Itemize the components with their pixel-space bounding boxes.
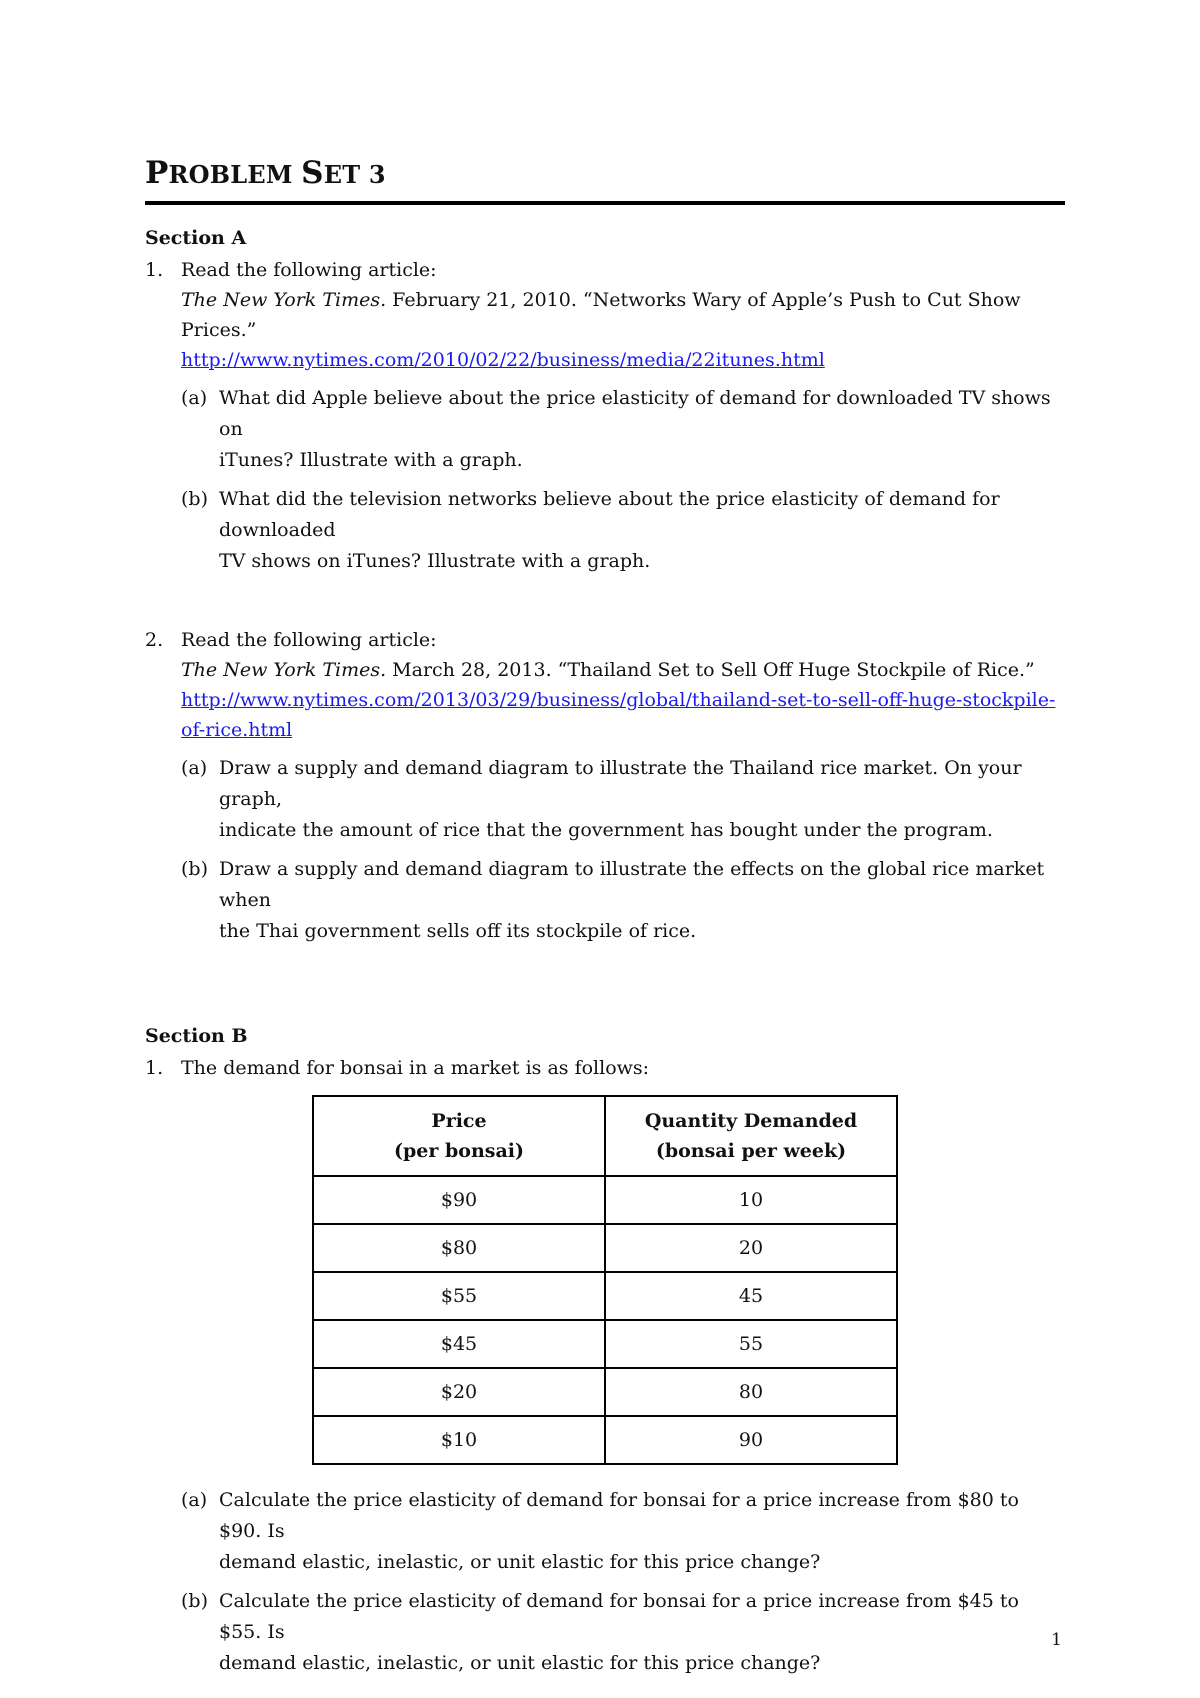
sub-question-text-line2: demand elastic, inelastic, or unit elastic for this price change? xyxy=(219,1551,821,1573)
price-cell: $45 xyxy=(313,1320,605,1368)
price-cell: $90 xyxy=(313,1176,605,1224)
sub-question-label: (a) xyxy=(181,757,208,779)
article-citation xyxy=(181,285,1065,345)
sub-question-label: (b) xyxy=(181,1590,208,1612)
price-cell: $20 xyxy=(313,1368,605,1416)
item-intro: Read the following article: xyxy=(181,629,437,651)
section-a-heading: Section A xyxy=(145,227,247,249)
item-number: 1. xyxy=(145,259,164,281)
section-b-heading: Section B xyxy=(145,1025,248,1047)
sub-question xyxy=(181,383,1065,476)
sub-question-text-line1: Calculate the price elasticity of demand for bonsai for a price increase from $80 to $90. Is xyxy=(219,1489,1019,1542)
item-number: 1. xyxy=(145,1057,164,1079)
sub-question xyxy=(181,484,1065,577)
document-page xyxy=(145,155,1065,1679)
quantity-cell: 55 xyxy=(605,1320,897,1368)
sub-question xyxy=(181,1586,1065,1679)
page-number: 1 xyxy=(1051,1630,1062,1650)
quantity-cell: 10 xyxy=(605,1176,897,1224)
sub-question-label: (a) xyxy=(181,387,208,409)
sub-question-label: (a) xyxy=(181,1489,208,1511)
table-row xyxy=(313,1272,897,1320)
sub-question xyxy=(181,854,1065,947)
article-link[interactable]: http://www.nytimes.com/2010/02/22/business/media/22itunes.html xyxy=(181,349,825,371)
article-link-line2[interactable]: of-rice.html xyxy=(181,719,293,741)
sub-question-text-line2: indicate the amount of rice that the government has bought under the program. xyxy=(219,819,993,841)
price-cell: $80 xyxy=(313,1224,605,1272)
quantity-column-header: Quantity Demanded (bonsai per week) xyxy=(605,1096,897,1176)
publication-name: The New York Times. xyxy=(181,659,387,681)
quantity-cell: 80 xyxy=(605,1368,897,1416)
title-rule xyxy=(145,201,1065,205)
sub-question-text-line1: Draw a supply and demand diagram to illustrate the effects on the global rice market when xyxy=(219,858,1045,911)
sub-question-label: (b) xyxy=(181,858,208,880)
section-a-item-1 xyxy=(145,255,1065,577)
sub-question xyxy=(181,1485,1065,1578)
section-a-item-2 xyxy=(145,625,1065,947)
sub-question xyxy=(181,753,1065,846)
sub-question-text-line1: What did Apple believe about the price elasticity of demand for downloaded TV shows on xyxy=(219,387,1051,440)
table-row xyxy=(313,1368,897,1416)
item-intro: Read the following article: xyxy=(181,259,437,281)
section-b-sub-questions xyxy=(145,1485,1065,1679)
table-header-row xyxy=(313,1096,897,1176)
sub-question-text-line2: the Thai government sells off its stockpile of rice. xyxy=(219,920,697,942)
quantity-cell: 90 xyxy=(605,1416,897,1464)
sub-question-text-line1: What did the television networks believe about the price elasticity of demand for downloaded xyxy=(219,488,1000,541)
publication-name: The New York Times. xyxy=(181,289,387,311)
price-cell: $10 xyxy=(313,1416,605,1464)
quantity-cell: 20 xyxy=(605,1224,897,1272)
page-title: PROBLEM SET 3 xyxy=(145,155,386,191)
price-column-header: Price (per bonsai) xyxy=(313,1096,605,1176)
demand-table xyxy=(312,1095,898,1465)
table-row xyxy=(313,1224,897,1272)
sub-question-text-line2: iTunes? Illustrate with a graph. xyxy=(219,449,523,471)
price-cell: $55 xyxy=(313,1272,605,1320)
citation-text: March 28, 2013. “Thailand Set to Sell Off Huge Stockpile of Rice.” xyxy=(386,659,1035,681)
citation-text: February 21, 2010. “Networks Wary of Apple’s Push to Cut Show Prices.” xyxy=(181,289,1021,341)
sub-question-text-line2: TV shows on iTunes? Illustrate with a graph. xyxy=(219,550,651,572)
item-intro: The demand for bonsai in a market is as follows: xyxy=(181,1057,650,1079)
article-link-line1[interactable]: http://www.nytimes.com/2013/03/29/business/global/thailand-set-to-sell-off-huge-stockpile- xyxy=(181,689,1056,711)
article-citation xyxy=(181,655,1065,685)
table-row xyxy=(313,1176,897,1224)
item-number: 2. xyxy=(145,629,164,651)
sub-question-text-line1: Draw a supply and demand diagram to illustrate the Thailand rice market. On your graph, xyxy=(219,757,1022,810)
table-row xyxy=(313,1320,897,1368)
sub-question-text-line2: demand elastic, inelastic, or unit elastic for this price change? xyxy=(219,1652,821,1674)
table-row xyxy=(313,1416,897,1464)
sub-question-text-line1: Calculate the price elasticity of demand for bonsai for a price increase from $45 to $55. Is xyxy=(219,1590,1019,1643)
section-b-item-1 xyxy=(145,1053,1065,1083)
quantity-cell: 45 xyxy=(605,1272,897,1320)
sub-question-label: (b) xyxy=(181,488,208,510)
